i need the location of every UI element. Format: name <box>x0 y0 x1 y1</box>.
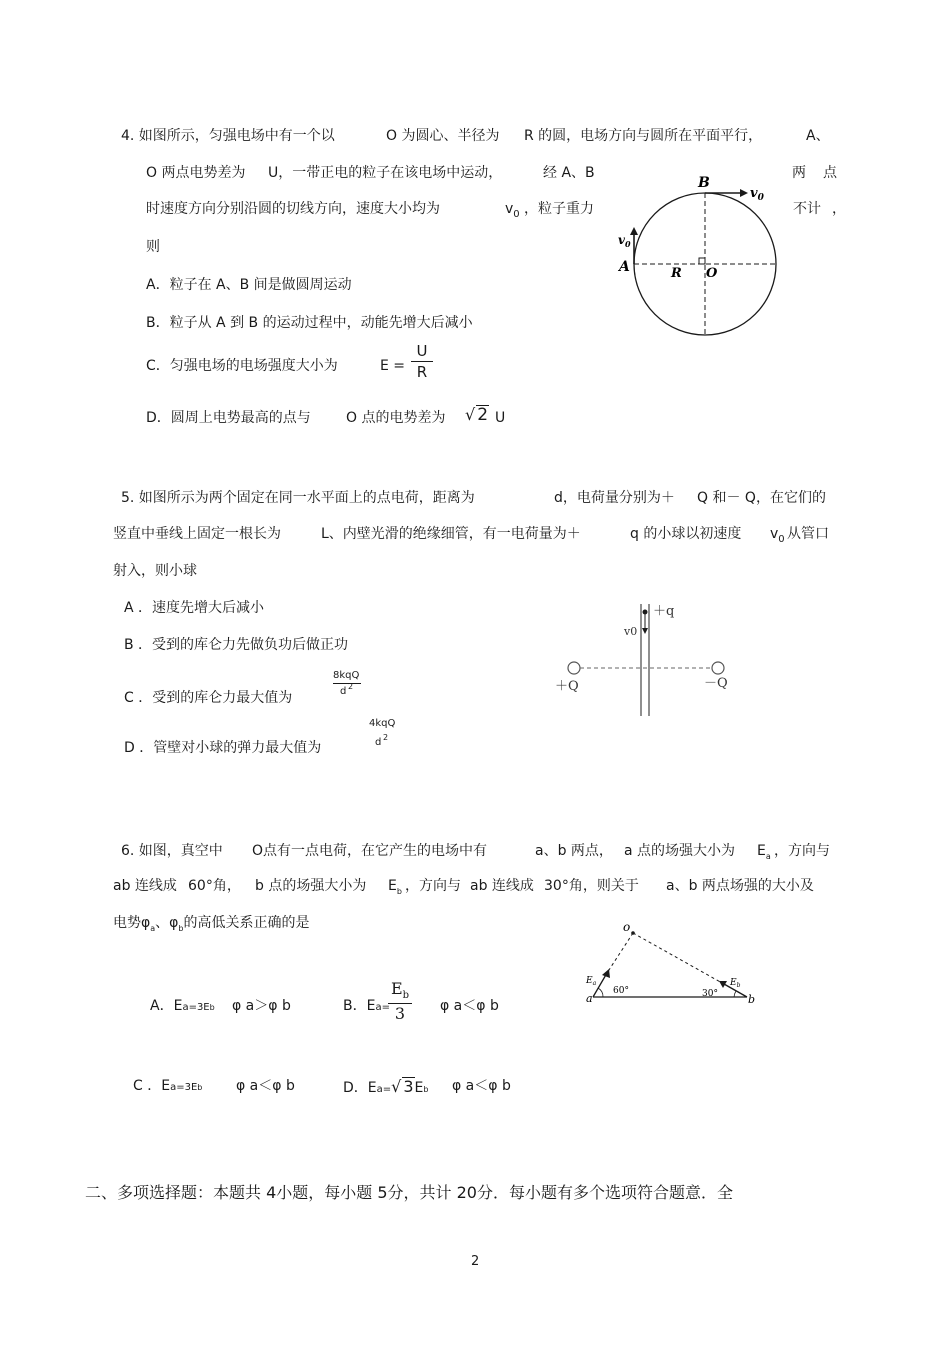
q5-option-a: A ．速度先增大后减小 <box>124 600 265 616</box>
q6-option-b-fraction: $E_b$ 3 <box>388 980 412 1023</box>
q4-option-c: C．匀强电场的电场强度大小为 <box>146 358 338 374</box>
q6-option-d: D．Ea=√ 3Eb <box>343 1077 429 1096</box>
label-a: a <box>586 992 593 1005</box>
q6-line3: 电势$\varphi_a$、$\varphi_b$的高低关系正确的是 <box>113 915 310 933</box>
q6-option-c-phi: φ a＜φ b <box>236 1078 295 1094</box>
q4-option-d-b: O 点的电势差为 <box>346 410 446 426</box>
q4-option-d-sqrt: √ 2 <box>465 405 489 425</box>
q4-line3-v: $v_0$ <box>505 201 520 220</box>
q6-line2-f: ab 连线成 <box>470 878 534 894</box>
q4-line2-e: 点 <box>823 165 837 181</box>
label-b: B <box>698 175 710 191</box>
q4-line1-d: A、 <box>806 128 830 144</box>
q4-option-b: B．粒子从 A 到 B 的运动过程中，动能先增大后减小 <box>146 315 473 331</box>
oa-dashed-line <box>607 933 633 973</box>
q6-line2-c: b 点的场强大小为 <box>255 878 367 894</box>
q4-line2-d: 两 <box>792 165 806 181</box>
point-o <box>631 931 635 935</box>
label-b: b <box>748 993 756 1006</box>
q5-option-d: D ．管壁对小球的弹力最大值为 <box>124 740 322 756</box>
label-v0: v0 <box>624 625 638 638</box>
label-angle-30: 30° <box>702 989 718 999</box>
charge-positive <box>568 662 580 674</box>
q6-line2-a: ab 连线成 <box>113 878 177 894</box>
velocity-arrowhead-b <box>740 189 748 197</box>
q4-line3-d: ， <box>832 201 846 217</box>
q4-option-c-e: E = <box>380 358 406 374</box>
q5-option-c: C ．受到的库仑力最大值为 <box>124 690 293 706</box>
q4-line2-c: 经 A、B <box>543 165 595 181</box>
page-number: 2 <box>471 1254 480 1269</box>
label-o: O <box>706 266 718 281</box>
label-v0-left: $v_0$ <box>618 233 631 249</box>
q6-triangle-diagram <box>580 915 760 1010</box>
q6-option-b: B．Ea= <box>343 998 390 1014</box>
ea-arrowhead <box>602 969 610 978</box>
q6-option-a-phi: φ a＞φ b <box>232 998 291 1014</box>
q5-line2-a: 竖直中垂线上固定一根长为 <box>113 526 281 542</box>
q5-line1-a: 5. 如图所示为两个固定在同一水平面上的点电荷，距离为 <box>121 490 475 506</box>
q4-line3-a: 时速度方向分别沿圆的切线方向，速度大小均为 <box>146 201 440 217</box>
angle-arc-30 <box>734 991 736 997</box>
q4-line2-a: O 两点电势差为 <box>146 165 246 181</box>
q6-line2-h: a、b 两点场强的大小及 <box>666 878 814 894</box>
q4-line3-c: 不计 <box>793 201 821 217</box>
q6-option-c: C ．Ea=3Eb <box>133 1078 203 1094</box>
q5-line2-c: q 的小球以初速度 <box>630 526 742 542</box>
q5-option-c-bar <box>333 683 361 684</box>
q5-option-c-denominator: d <box>340 686 347 697</box>
q6-line2-e: ，方向与 <box>405 878 461 894</box>
label-r: R <box>671 266 682 281</box>
q4-option-c-fraction: U R <box>411 342 433 381</box>
label-plus-q: ＋q <box>653 604 675 619</box>
q6-option-a: A．Ea=3Eb <box>150 998 215 1014</box>
q6-option-d-phi: φ a＜φ b <box>452 1078 511 1094</box>
q4-line1-a: 4. 如图所示，匀强电场中有一个以 <box>121 128 335 144</box>
label-minus-big-q: －Q <box>704 676 728 691</box>
q5-line2-e: 从管口 <box>787 526 829 542</box>
label-eb: $E_b$ <box>730 978 741 989</box>
charged-ball <box>643 610 648 615</box>
label-a: A <box>619 259 630 275</box>
q5-option-d-power: 2 <box>383 733 389 742</box>
q5-line1-c: Q 和－ Q，在它们的 <box>697 490 826 506</box>
q6-line1-b: O点有一点电荷，在它产生的电场中有 <box>252 843 488 859</box>
q6-line2-b: 60°角， <box>188 878 241 894</box>
q5-line3: 射入，则小球 <box>113 563 197 579</box>
q6-option-b-phi: φ a＜φ b <box>440 998 499 1014</box>
q4-line3-b: ，粒子重力 <box>524 201 594 217</box>
q6-line1-c: a、b 两点， <box>535 843 613 859</box>
q5-option-d-numerator: 4kqQ <box>369 718 396 729</box>
q6-line2-eb: $E_b$ <box>388 878 402 896</box>
q5-option-c-power: 2 <box>348 682 354 691</box>
charge-negative <box>712 662 724 674</box>
label-v0-top: $v_0$ <box>750 186 764 203</box>
q6-line1-f: ，方向与 <box>774 843 830 859</box>
section-2-heading: 二、多项选择题：本题共 4小题，每小题 5分，共计 20分．每小题有多个选项符合题意．全 <box>85 1183 733 1202</box>
angle-arc-60 <box>598 988 603 997</box>
q4-line2-b: U，一带正电的粒子在该电场中运动， <box>268 165 503 181</box>
initial-velocity-arrowhead <box>642 628 648 634</box>
q6-line2-g: 30°角，则关于 <box>544 878 639 894</box>
q5-tube-diagram <box>550 598 750 723</box>
q4-line1-b: O 为圆心、半径为 <box>386 128 500 144</box>
q5-line2-b: L、内壁光滑的绝缘细管，有一电荷量为＋ <box>321 526 581 542</box>
label-ea: $E_a$ <box>586 976 597 987</box>
q5-line1-b: d，电荷量分别为＋ <box>554 490 675 506</box>
q6-line1-d: a 点的场强大小为 <box>624 843 736 859</box>
q4-line4: 则 <box>146 239 160 255</box>
q5-line2-v0: $v_0$ <box>770 526 785 545</box>
q5-option-c-numerator: 8kqQ <box>333 670 360 681</box>
label-o: o <box>623 920 631 934</box>
q4-option-d: D．圆周上电势最高的点与 <box>146 410 311 426</box>
velocity-arrowhead-a <box>630 227 638 235</box>
q6-line1-ea: $E_a$ <box>757 843 771 861</box>
q4-circle-diagram <box>610 170 800 340</box>
q4-option-d-u: U <box>495 410 506 426</box>
q5-option-b: B ．受到的库仑力先做负功后做正功 <box>124 637 349 653</box>
q4-line1-c: R 的圆，电场方向与圆所在平面平行， <box>524 128 763 144</box>
label-plus-big-q: ＋Q <box>555 679 579 694</box>
q6-line1-a: 6. 如图，真空中 <box>121 843 223 859</box>
q4-option-a: A．粒子在 A、B 间是做圆周运动 <box>146 277 352 293</box>
label-angle-60: 60° <box>613 986 629 996</box>
q5-option-d-denominator: d <box>375 737 382 748</box>
right-angle-mark <box>699 258 705 264</box>
